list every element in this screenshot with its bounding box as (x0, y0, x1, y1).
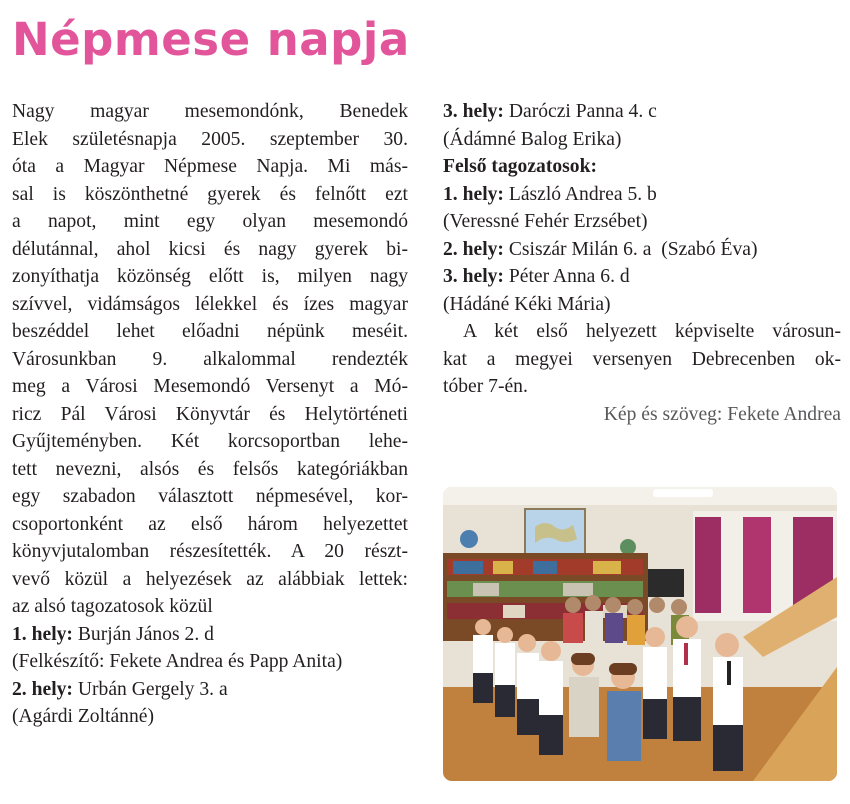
result-teacher: (Hádáné Kéki Mária) (443, 293, 611, 315)
result-row (443, 263, 841, 291)
result-place: 1. hely: (443, 183, 504, 205)
intro-line: Elek születésnapja 2005. szeptember 30. (12, 128, 408, 150)
article-title: Népmese napja (12, 13, 410, 66)
intro-line: a napot, mint egy olyan mesemondó (12, 211, 408, 232)
result-teacher: (Ádámné Balog Erika) (443, 128, 622, 150)
result-place: 2. hely: (443, 238, 504, 260)
result-row (12, 621, 408, 649)
intro-line: meg a Városi Mesemondó Versenyt a Mó- (12, 376, 408, 397)
intro-line: Városunkban 9. alkalommal rendezték (12, 348, 408, 370)
closing-line: kat a megyei versenyen Debrecenben ok- (443, 348, 841, 370)
result-row (12, 676, 408, 704)
event-photo (443, 487, 837, 781)
result-name: Urbán Gergely 3. a (77, 678, 228, 700)
result-place: 2. hely: (12, 678, 73, 700)
photo-credit: Kép és szöveg: Fekete Andrea (603, 403, 841, 425)
article-column-right (443, 98, 841, 428)
lower-grade-intro: az alsó tagozatosok közül (12, 596, 213, 617)
result-teacher: (Agárdi Zoltánné) (12, 706, 154, 727)
intro-line: beszéddel lehet előadni népünk meséit. (12, 321, 408, 342)
result-place: 3. hely: (443, 266, 504, 287)
intro-line: szívvel, vidámságos lélekkel és ízes magyar (12, 293, 408, 315)
article-column-left (12, 98, 408, 731)
result-name: Csiszár Milán 6. a (Szabó Éva) (508, 238, 758, 260)
intro-line: tett nevezni, alsós és felsős kategóriákban (12, 458, 408, 480)
result-name: Burján János 2. d (77, 623, 214, 645)
result-teacher: (Felkészítő: Fekete Andrea és Papp Anita) (12, 651, 343, 672)
intro-line: vevő közül a helyezések az alábbiak lettek: (12, 568, 408, 590)
intro-line: könyvjutalomban részesítették. A 20 részt- (12, 541, 408, 562)
result-name: László Andrea 5. b (508, 183, 657, 205)
result-name: Péter Anna 6. d (508, 266, 630, 287)
event-photo-illustration (443, 487, 837, 781)
intro-line: ricz Pál Városi Könyvtár és Helytörténeti (12, 403, 408, 425)
intro-line: Nagy magyar mesemondónk, Benedek (12, 101, 408, 122)
intro-line: sal is köszönthetné gyerek és felnőtt ezt (12, 183, 408, 205)
intro-line: csoportonként az első három helyezettet (12, 513, 408, 535)
result-row (443, 236, 841, 264)
closing-line: A két első helyezett képviselte városun- (463, 321, 841, 342)
intro-line: zonyíthatja közönség előtt is, milyen nagy (12, 266, 408, 287)
result-teacher: (Veressné Fehér Erzsébet) (443, 211, 648, 232)
result-place: 1. hely: (12, 623, 73, 645)
intro-line: óta a Magyar Népmese Napja. Mi más- (12, 156, 408, 177)
result-place: 3. hely: (443, 101, 504, 122)
upper-grade-heading: Felső tagozatosok: (443, 156, 598, 177)
result-row (443, 181, 841, 209)
closing-line: tóber 7-én. (443, 376, 528, 397)
result-name: Daróczi Panna 4. c (508, 101, 657, 122)
intro-line: Gyűjteményben. Két korcsoportban lehe- (12, 431, 408, 452)
intro-line: egy szabadon választott népmesével, kor- (12, 486, 408, 507)
result-row (443, 98, 841, 126)
intro-line: délutánnal, ahol kicsi és nagy gyerek bi- (12, 238, 408, 260)
